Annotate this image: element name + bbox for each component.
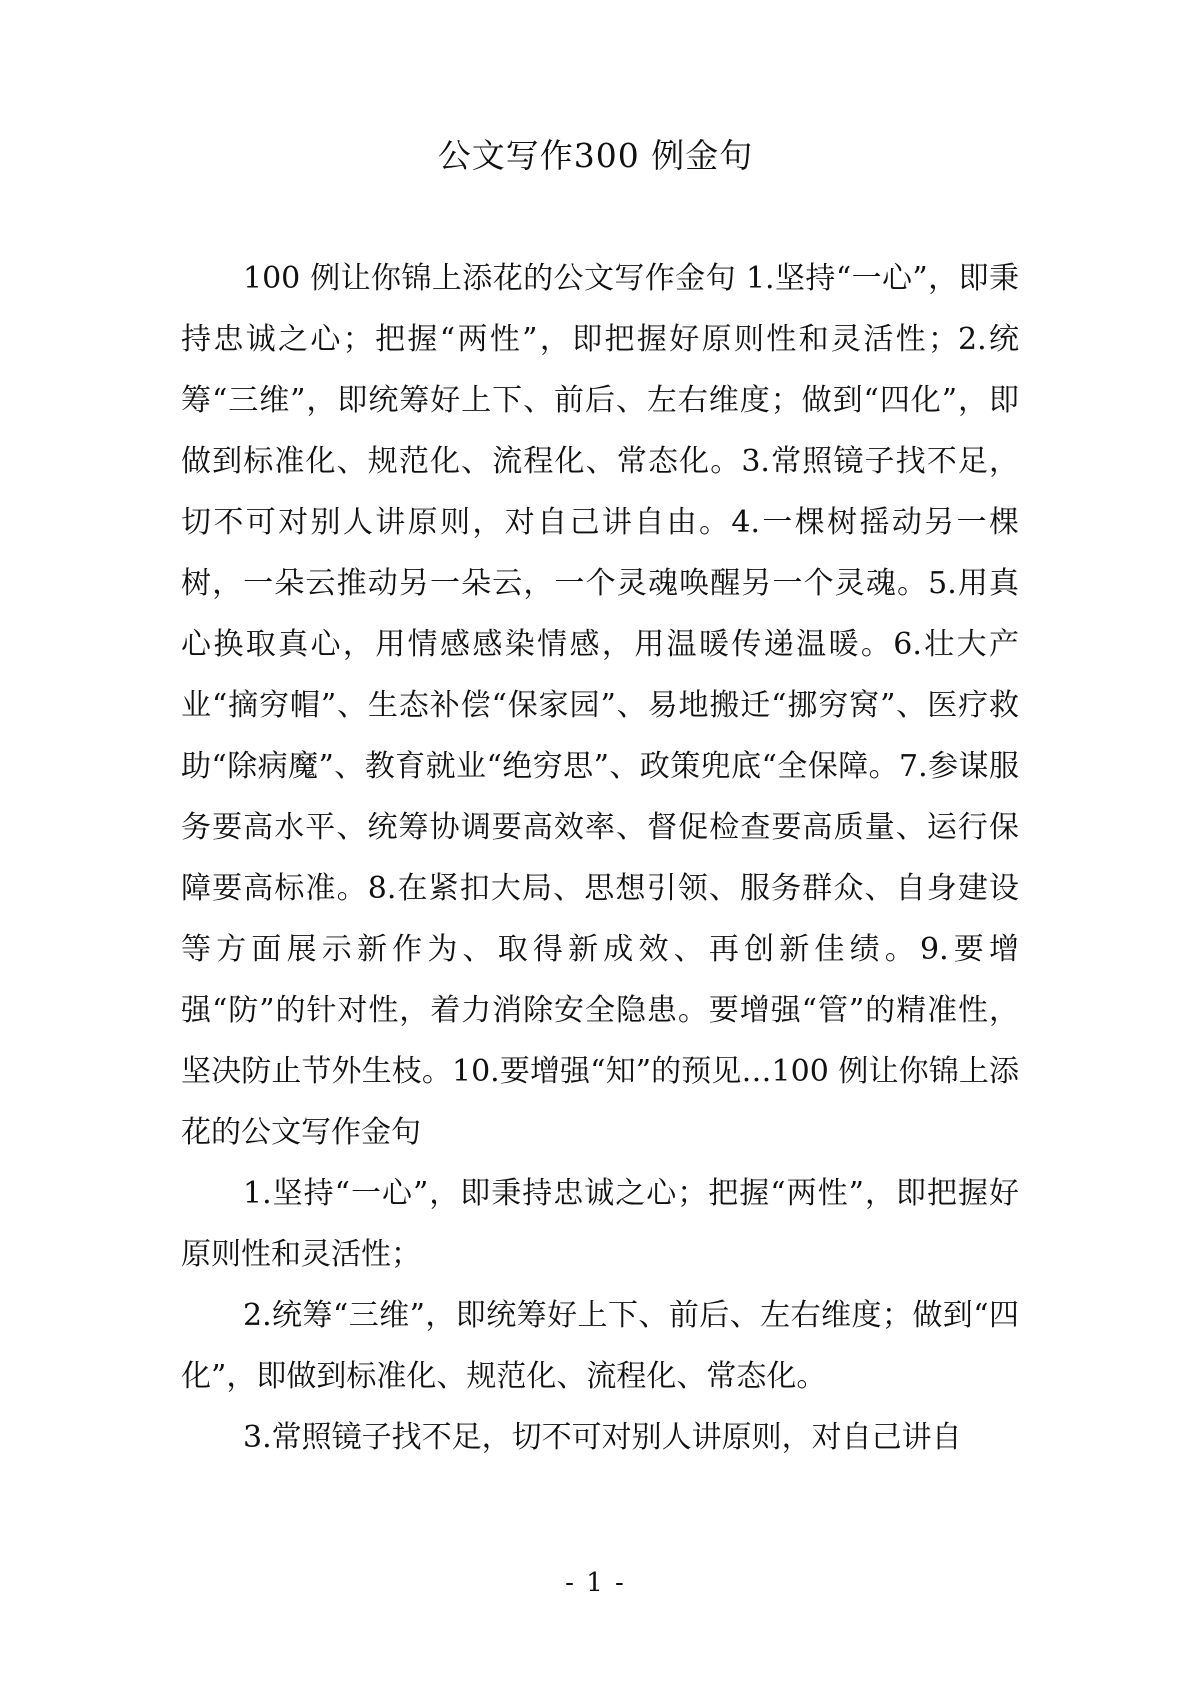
paragraph-2: 1.坚持“一心”，即秉持忠诚之心；把握“两性”，即把握好原则性和灵活性； [181, 1176, 1019, 1272]
paragraph-1: 100 例让你锦上添花的公文写作金句 1.坚持“一心”，即秉持忠诚之心；把握“两性”，即把握好原则性和灵活性；2.统筹“三维”，即统筹好上下、前后、左右维度；做到“四化”，即做到标准化、规范化、流程化、常态化。3.常照镜子找不足，切不可对别人讲原则，对自己讲自由。4.一棵树摇动另一棵树，一朵云推动另一朵云，一个灵魂唤醒另一个灵魂。5.用真心换取真心，用情感感染情感，用温暖传递温暖。6.壮大产业“摘穷帽”、生态补偿“保家园”、易地搬迁“挪穷窝”、医疗救助“除病魔”、教育就业“绝穷思”、政策兜底“全保障。7.参谋服务要高水平、统筹协调要高效率、督促检查要高质量、运行保障要高标准。8.在紧扣大局、思想引领、服务群众、自身建设等方面展示新作为、取得新成效、再创新佳绩。9.要增强“防”的针对性，着力消除安全隐患。要增强“管”的精准性，坚决防止节外生枝。10.要增强“知”的预见…100 例让你锦上添花的公文写作金句 [181, 261, 1019, 1150]
page-number: - 1 - [565, 1568, 626, 1598]
document-body [181, 248, 1019, 1468]
document-title: 公文写作300 例金句 [437, 136, 754, 175]
paragraph-3: 2.统筹“三维”，即统筹好上下、前后、左右维度；做到“四化”，即做到标准化、规范化、流程化、常态化。 [181, 1298, 1019, 1394]
paragraph-4: 3.常照镜子找不足，切不可对别人讲原则，对自己讲自 [243, 1420, 962, 1455]
